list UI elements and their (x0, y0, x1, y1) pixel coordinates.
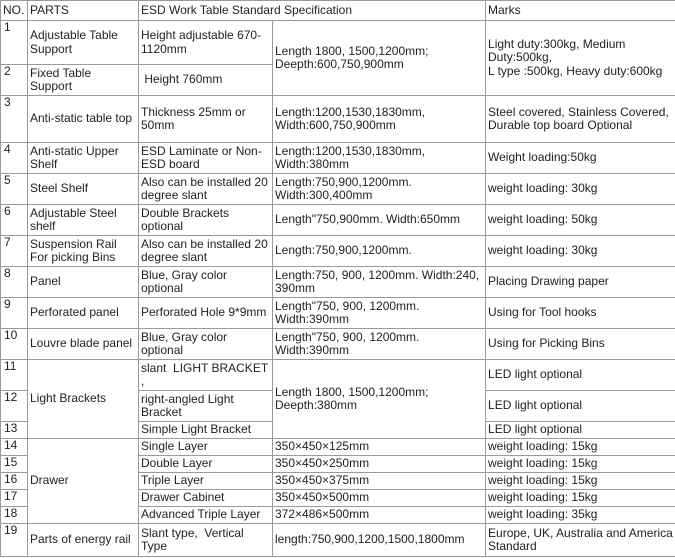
part-mark: Europe, UK, Australia and America Standard (486, 524, 675, 557)
table-row (1, 96, 675, 143)
part-mark: Using for Tool hooks (486, 298, 675, 329)
part-size: Length 1800, 1500,1200mm; Deepth:380mm (273, 360, 486, 439)
part-mark: LED light optional (486, 360, 675, 391)
row-no: 15 (1, 456, 28, 473)
part-name: Adjustable Steel shelf (28, 205, 139, 236)
part-desc: Single Layer (139, 439, 273, 456)
row-no: 5 (1, 174, 28, 205)
part-name: Drawer (28, 439, 139, 524)
part-desc: Perforated Hole 9*9mm (139, 298, 273, 329)
row-no: 14 (1, 439, 28, 456)
header-no: NO. (1, 1, 28, 21)
header-parts: PARTS (28, 1, 139, 21)
table-row (1, 174, 675, 205)
part-size: Length:750,900,1200mm. Width:300,400mm (273, 174, 486, 205)
table-row (1, 143, 675, 174)
part-name: Light Brackets (28, 360, 139, 439)
part-mark: LED light optional (486, 422, 675, 439)
part-desc: Thickness 25mm or 50mm (139, 96, 273, 143)
part-name: Panel (28, 267, 139, 298)
table-row (1, 267, 675, 298)
part-desc: slant LIGHT BRACKET , (139, 360, 273, 391)
part-mark: weight loading: 35kg (486, 507, 675, 524)
part-name: Anti-static Upper Shelf (28, 143, 139, 174)
part-size: length:750,900,1200,1500,1800mm (273, 524, 486, 557)
header-spec: ESD Work Table Standard Specification (139, 1, 486, 21)
part-name: Louvre blade panel (28, 329, 139, 360)
part-mark: Using for Picking Bins (486, 329, 675, 360)
part-desc: Advanced Triple Layer (139, 507, 273, 524)
part-name: Anti-static table top (28, 96, 139, 143)
part-size: 372×486×500mm (273, 507, 486, 524)
part-size: Length"750,900mm. Width:650mm (273, 205, 486, 236)
row-no: 7 (1, 236, 28, 267)
row-no: 6 (1, 205, 28, 236)
part-size: 350×450×250mm (273, 456, 486, 473)
header-marks: Marks (486, 1, 675, 21)
table-row (1, 329, 675, 360)
part-desc: right-angled Light Bracket (139, 391, 273, 422)
part-desc: Double Layer (139, 456, 273, 473)
part-mark: Weight loading:50kg (486, 143, 675, 174)
part-size: Length:750, 900, 1200mm. Width:240, 390mm (273, 267, 486, 298)
part-size: Length"750, 900, 1200mm. Width:390mm (273, 329, 486, 360)
part-desc: ESD Laminate or Non-ESD board (139, 143, 273, 174)
part-name: Steel Shelf (28, 174, 139, 205)
part-size: Length:1200,1530,1830mm, Width:380mm (273, 143, 486, 174)
row-no: 2 (1, 65, 28, 96)
row-no: 13 (1, 422, 28, 439)
part-mark: weight loading: 50kg (486, 205, 675, 236)
part-desc: Height 760mm (139, 65, 273, 96)
part-desc: Height adjustable 670-1120mm (139, 21, 273, 65)
row-no: 1 (1, 21, 28, 65)
part-size: Length:1200,1530,1830mm, Width:600,750,900mm (273, 96, 486, 143)
table-row (1, 360, 675, 391)
part-desc: Also can be installed 20 degree slant (139, 174, 273, 205)
part-desc: Blue, Gray color optional (139, 329, 273, 360)
part-mark: weight loading: 15kg (486, 439, 675, 456)
part-desc: Drawer Cabinet (139, 490, 273, 507)
part-size: 350×450×375mm (273, 473, 486, 490)
part-desc: Simple Light Bracket (139, 422, 273, 439)
part-size: Length"750, 900, 1200mm. Width:390mm (273, 298, 486, 329)
part-mark: weight loading: 30kg (486, 174, 675, 205)
row-no: 9 (1, 298, 28, 329)
part-desc: Triple Layer (139, 473, 273, 490)
row-no: 10 (1, 329, 28, 360)
part-name: Fixed Table Support (28, 65, 139, 96)
part-mark: Placing Drawing paper (486, 267, 675, 298)
part-desc: Also can be installed 20 degree slant (139, 236, 273, 267)
row-no: 17 (1, 490, 28, 507)
table-row (1, 439, 675, 456)
part-mark: Steel covered, Stainless Covered, Durable top board Optional (486, 96, 675, 143)
part-size: Length 1800, 1500,1200mm; Deepth:600,750,900mm (273, 21, 486, 96)
part-size: 350×450×500mm (273, 490, 486, 507)
table-row (1, 236, 675, 267)
table-row (1, 298, 675, 329)
part-name: Parts of energy rail (28, 524, 139, 557)
part-desc: Double Brackets optional (139, 205, 273, 236)
row-no: 16 (1, 473, 28, 490)
part-size: 350×450×125mm (273, 439, 486, 456)
row-no: 18 (1, 507, 28, 524)
part-size: Length:750,900,1200mm. (273, 236, 486, 267)
row-no: 19 (1, 524, 28, 557)
table-row (1, 21, 675, 65)
part-name: Suspension Rail For picking Bins (28, 236, 139, 267)
part-mark: weight loading: 15kg (486, 456, 675, 473)
part-mark: Light duty:300kg, Medium Duty:500kg, L type :500kg, Heavy duty:600kg (486, 21, 675, 96)
row-no: 8 (1, 267, 28, 298)
part-name: Adjustable Table Support (28, 21, 139, 65)
row-no: 3 (1, 96, 28, 143)
row-no: 11 (1, 360, 28, 391)
header-row (1, 1, 675, 21)
part-desc: Slant type, Vertical Type (139, 524, 273, 557)
part-desc: Blue, Gray color optional (139, 267, 273, 298)
part-mark: weight loading: 30kg (486, 236, 675, 267)
table-row (1, 205, 675, 236)
part-mark: weight loading: 15kg (486, 490, 675, 507)
row-no: 4 (1, 143, 28, 174)
part-mark: LED light optional (486, 391, 675, 422)
part-name: Perforated panel (28, 298, 139, 329)
part-mark: weight loading: 15kg (486, 473, 675, 490)
table-row (1, 524, 675, 557)
row-no: 12 (1, 391, 28, 422)
